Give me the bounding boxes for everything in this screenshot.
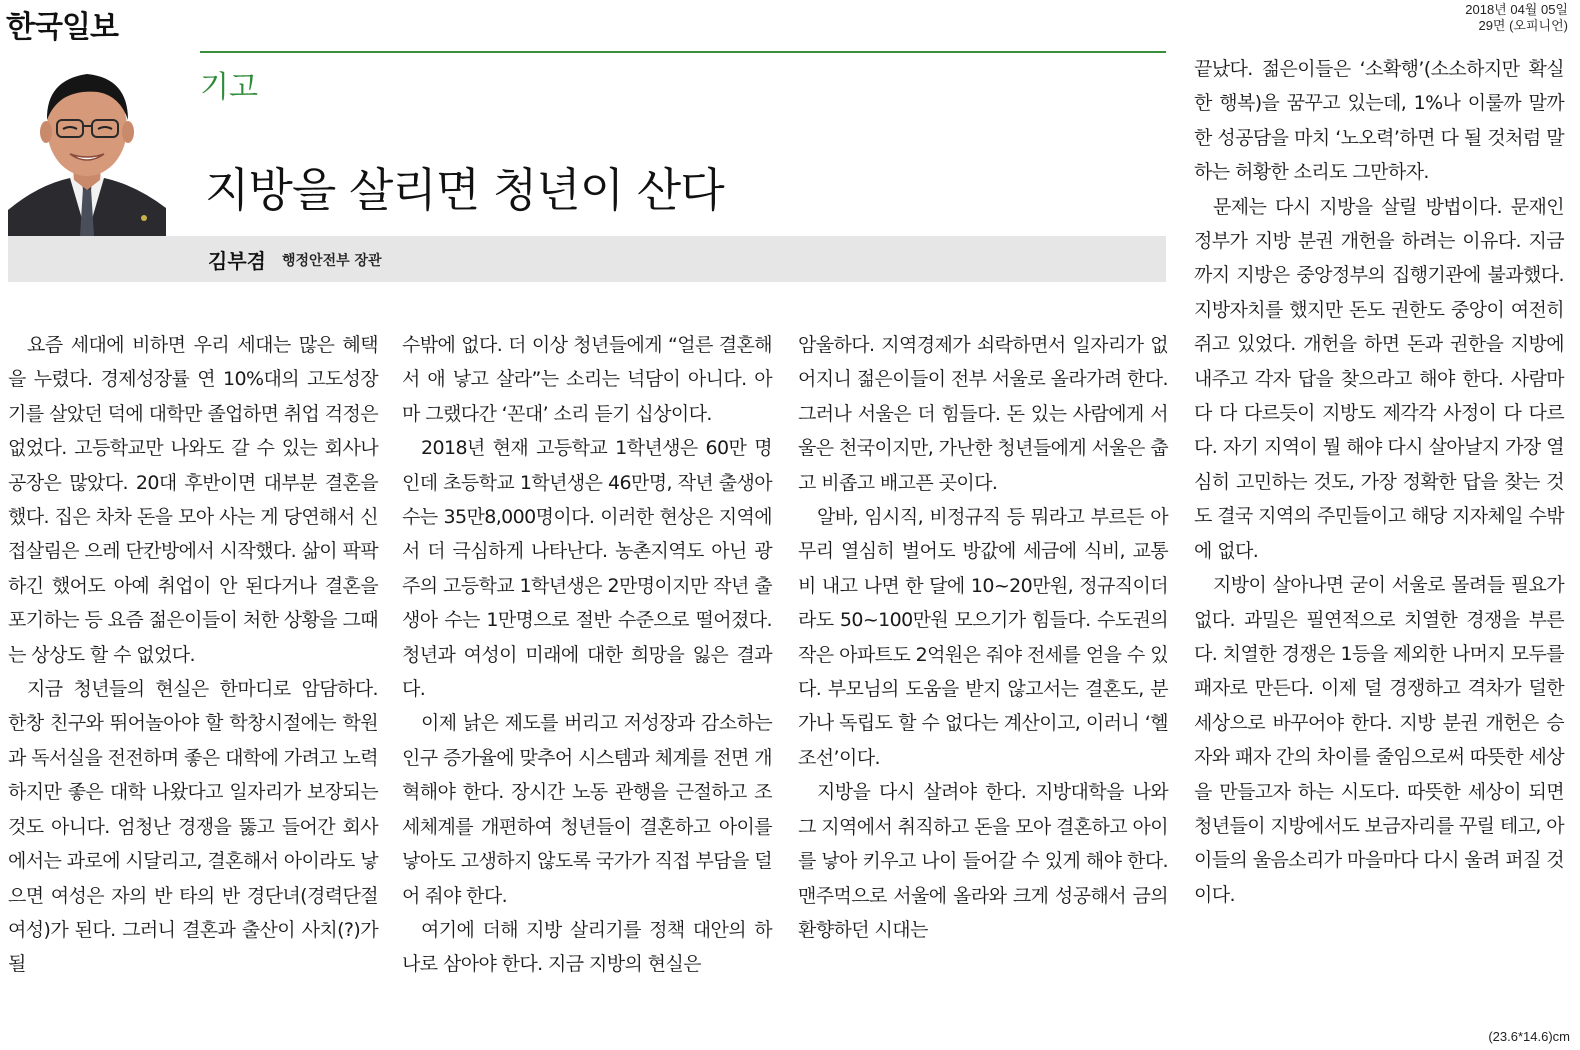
paragraph-continued: 끝났다. 젊은이들은 ‘소확행’(소소하지만 확실한 행복)을 꿈꾸고 있는데, 1%나 이룰까 말까 한 성공담을 마치 ‘노오력’하면 다 될 것처럼 말하는 허황한 소리도 그만하자. — [1194, 58, 1564, 184]
article-headline: 지방을 살리면 청년이 산다 — [205, 163, 724, 217]
paragraph: 알바, 임시직, 비정규직 등 뭐라고 부르든 아무리 열심히 벌어도 방값에 세금에 식비, 교통비 내고 나면 한 달에 10~20만원, 정규직이더라도 50~100만원 모으기가 힘들다. 수도권의 작은 아파트도 2억원은 줘야 전세를 얻을 수 있다. 부모님의 도움을 받지 않고서는 결혼도, 분가나 독립도 할 수 없다는 계산이고, 이러니 ‘헬 조선’이다. — [798, 506, 1168, 769]
paragraph: 2018년 현재 고등학교 1학년생은 60만 명인데 초등학교 1학년생은 46만명, 작년 출생아 수는 35만8,000명이다. 이러한 현상은 지역에서 더 극심하게 나타난다. 농촌지역도 아닌 광주의 고등학교 1학년생은 2만명이지만 작년 출생아 수는 1만명으로 절반 수준으로 떨어졌다. 청년과 여성이 미래에 대한 희망을 잃은 결과다. — [402, 437, 772, 701]
paragraph: 지방을 다시 살려야 한다. 지방대학을 나와 그 지역에서 취직하고 돈을 모아 결혼하고 아이를 낳아 키우고 나이 들어갈 수 있게 해야 한다. 맨주먹으로 서울에 올라와 크게 성공해서 금의환향하던 시대는 — [798, 781, 1168, 941]
paragraph: 지방이 살아나면 굳이 서울로 몰려들 필요가 없다. 과밀은 필연적으로 치열한 경쟁을 부른다. 치열한 경쟁은 1등을 제외한 나머지 모두를 패자로 만든다. 이제 덜 경쟁하고 격차가 덜한 세상으로 바꾸어야 한다. 지방 분권 개헌은 승자와 패자 간의 차이를 줄임으로써 따뜻한 세상을 만들고자 하는 시도다. 따뜻한 세상이 되면 청년들이 지방에서도 보금자리를 꾸릴 테고, 아이들의 울음소리가 마을마다 다시 울려 퍼질 것이다. — [1194, 574, 1564, 906]
paragraph: 요즘 세대에 비하면 우리 세대는 많은 혜택을 누렸다. 경제성장률 연 10%대의 고도성장기를 살았던 덕에 대학만 졸업하면 취업 걱정은 없었다. 고등학교만 나와도 갈 수 있는 회사나 공장은 많았다. 20대 후반이면 대부분 결혼을 했다. 집은 차차 돈을 모아 사는 게 당연해서 신접살림은 으레 단칸방에서 시작했다. 삶이 팍팍하긴 했어도 아예 취업이 안 된다거나 결혼을 포기하는 등 요즘 젊은이들이 처한 상황을 그때는 상상도 할 수 없었다. — [8, 334, 378, 666]
paragraph-continued: 암울하다. 지역경제가 쇠락하면서 일자리가 없어지니 젊은이들이 전부 서울로 올라가려 한다. 그러나 서울은 더 힘들다. 돈 있는 사람에게 서울은 천국이지만, 가난한 청년들에게 서울은 춥고 비좁고 배고픈 곳이다. — [798, 334, 1168, 494]
article-column-4 — [1194, 52, 1564, 912]
section-label: 기고 — [200, 70, 258, 105]
header-rule — [200, 51, 1166, 53]
clipping-size-label: (23.6*14.6)cm — [1488, 1029, 1570, 1044]
article-column-2 — [402, 328, 772, 982]
page-section: 29면 (오피니언) — [1478, 18, 1568, 33]
author-portrait-icon — [8, 50, 166, 236]
author-photo — [8, 50, 166, 236]
dateline — [1465, 2, 1568, 34]
article-column-1 — [8, 328, 378, 982]
paragraph: 이제 낡은 제도를 버리고 저성장과 감소하는 인구 증가율에 맞추어 시스템과 체계를 전면 개혁해야 한다. 장시간 노동 관행을 근절하고 조세체계를 개편하여 청년들이 결혼하고 아이를 낳아도 고생하지 않도록 국가가 직접 부담을 덜어 줘야 한다. — [402, 712, 772, 907]
paragraph-continued: 수밖에 없다. 더 이상 청년들에게 “얼른 결혼해서 애 낳고 살라”는 소리는 넉담이 아니다. 아마 그랬다간 ‘꼰대’ 소리 듣기 십상이다. — [402, 334, 772, 425]
publication-date: 2018년 04월 05일 — [1465, 2, 1568, 17]
masthead-logo: 한국일보 — [6, 10, 118, 45]
byline-title: 행정안전부 장관 — [282, 253, 382, 269]
byline-bar — [8, 236, 1166, 282]
paragraph: 여기에 더해 지방 살리기를 정책 대안의 하나로 삼아야 한다. 지금 지방의 현실은 — [402, 918, 772, 976]
article-column-3 — [798, 328, 1168, 947]
paragraph: 문제는 다시 지방을 살릴 방법이다. 문재인 정부가 지방 분권 개헌을 하려는 이유다. 지금까지 지방은 중앙정부의 집행기관에 불과했다. 지방자치를 했지만 돈도 권한도 중앙이 여전히 쥐고 있었다. 개헌을 하면 돈과 권한을 지방에 내주고 각자 답을 찾으라고 해야 한다. 사람마다 다 다르듯이 지방도 제각각 사정이 다 다르다. 자기 지역이 뭘 해야 다시 살아날지 가장 열심히 고민하는 것도, 가장 정확한 답을 찾는 것도 결국 지역의 주민들이고 해당 지자체일 수밖에 없다. — [1194, 195, 1564, 562]
paragraph: 지금 청년들의 현실은 한마디로 암담하다. 한창 친구와 뛰어놀아야 할 학창시절에는 학원과 독서실을 전전하며 좋은 대학에 가려고 노력하지만 좋은 대학 나왔다고 일자리가 보장되는 것도 아니다. 엄청난 경쟁을 뚫고 들어간 회사에서는 과로에 시달리고, 결혼해서 아이라도 낳으면 여성은 자의 반 타의 반 경단녀(경력단절여성)가 된다. 그러니 결혼과 출산이 사치(?)가 될 — [8, 678, 378, 976]
byline-name: 김부겸 — [208, 249, 266, 273]
